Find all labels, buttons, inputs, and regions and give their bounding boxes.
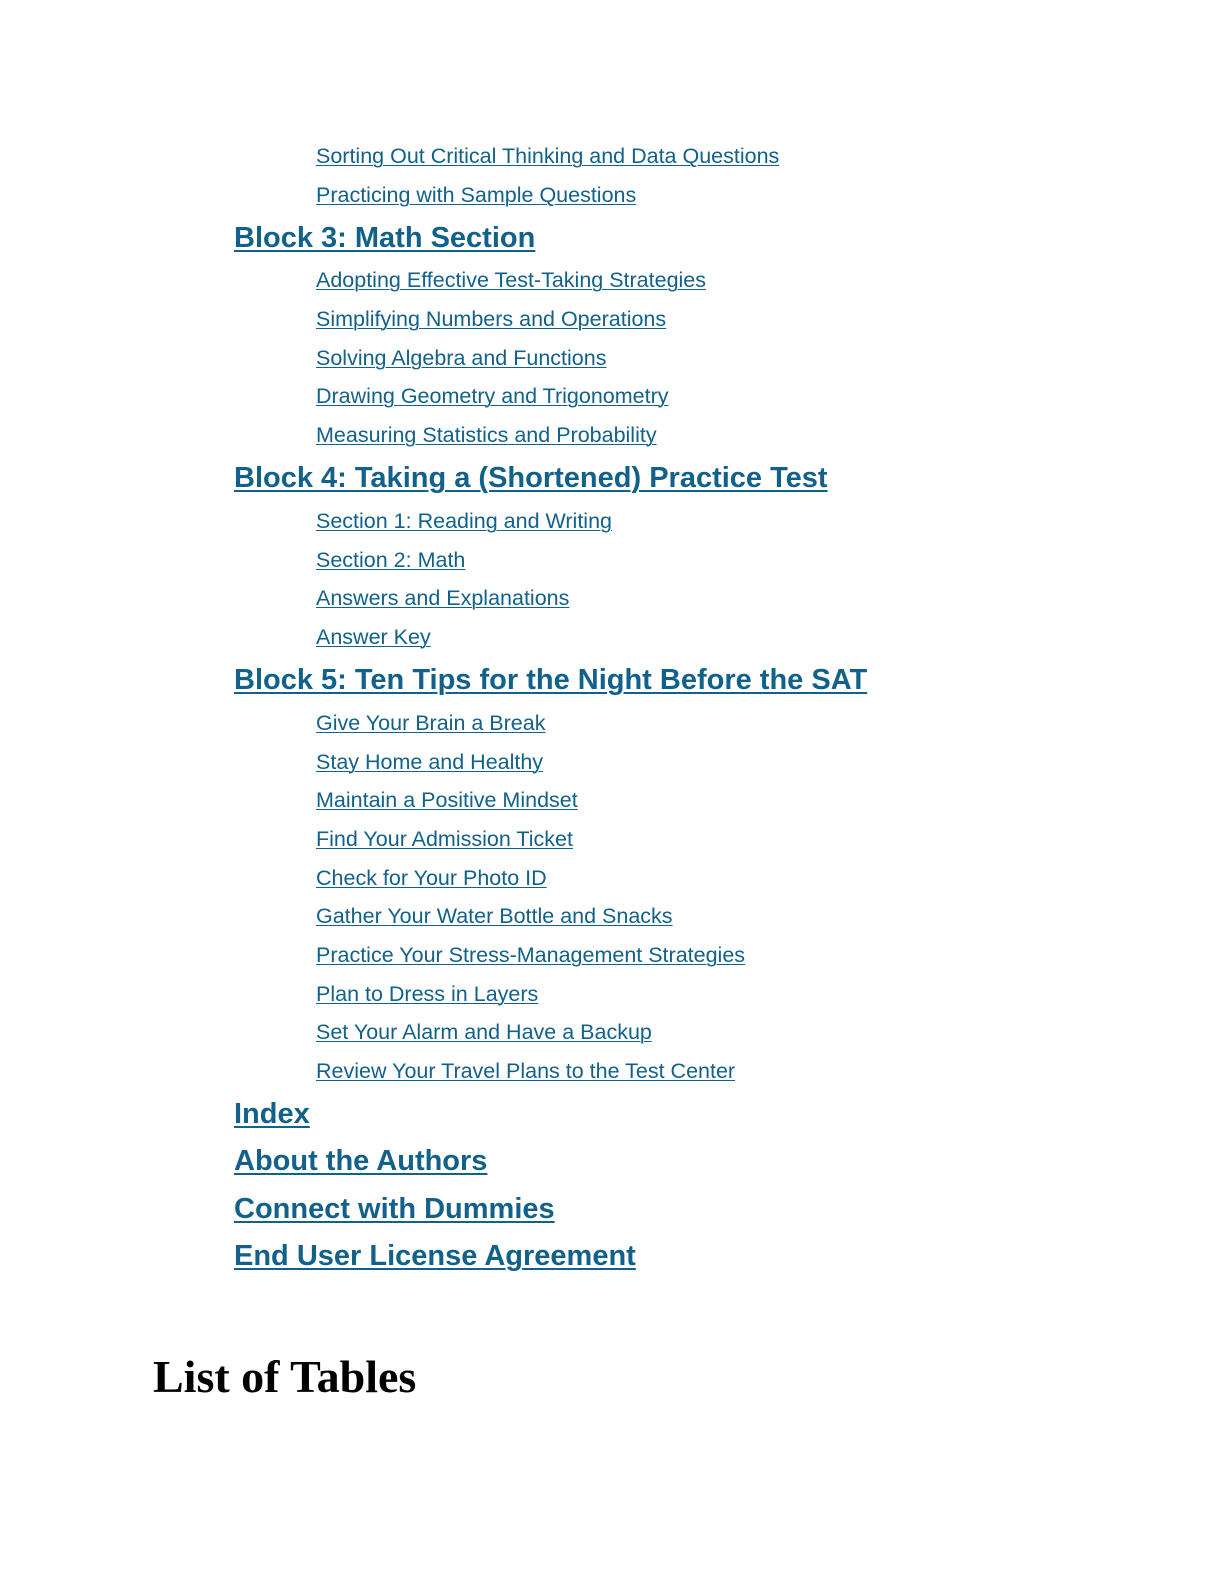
toc-link-critical-thinking-data-questions[interactable]: Sorting Out Critical Thinking and Data Questions [316, 144, 780, 168]
toc-link-answer-key[interactable]: Answer Key [316, 625, 431, 649]
toc-link-travel-plans[interactable]: Review Your Travel Plans to the Test Center [316, 1059, 736, 1083]
toc-link-index[interactable]: Index [234, 1098, 310, 1130]
toc-link-alarm-backup[interactable]: Set Your Alarm and Have a Backup [316, 1020, 652, 1044]
list-of-tables-heading: List of Tables [153, 1350, 417, 1402]
toc-link-section-2-math[interactable]: Section 2: Math [316, 548, 466, 572]
toc-link-test-taking-strategies[interactable]: Adopting Effective Test-Taking Strategies [316, 268, 707, 292]
toc-link-numbers-operations[interactable]: Simplifying Numbers and Operations [316, 307, 667, 331]
toc-link-admission-ticket[interactable]: Find Your Admission Ticket [316, 827, 573, 851]
toc-link-block-4-practice-test[interactable]: Block 4: Taking a (Shortened) Practice Test [234, 462, 828, 494]
toc-link-stress-management[interactable]: Practice Your Stress-Management Strategies [316, 943, 746, 967]
toc-link-eula[interactable]: End User License Agreement [234, 1240, 636, 1272]
toc-link-dress-in-layers[interactable]: Plan to Dress in Layers [316, 982, 539, 1006]
toc-link-give-brain-break[interactable]: Give Your Brain a Break [316, 711, 546, 735]
toc-link-algebra-functions[interactable]: Solving Algebra and Functions [316, 346, 607, 370]
toc-link-block-5-ten-tips[interactable]: Block 5: Ten Tips for the Night Before the SAT [234, 664, 868, 696]
toc-link-connect-dummies[interactable]: Connect with Dummies [234, 1193, 555, 1225]
toc-link-practicing-sample-questions[interactable]: Practicing with Sample Questions [316, 183, 637, 207]
toc-link-block-3-math-section[interactable]: Block 3: Math Section [234, 222, 536, 254]
toc-link-positive-mindset[interactable]: Maintain a Positive Mindset [316, 788, 578, 812]
toc-link-stay-home-healthy[interactable]: Stay Home and Healthy [316, 750, 544, 774]
toc-link-geometry-trigonometry[interactable]: Drawing Geometry and Trigonometry [316, 384, 669, 408]
toc-link-section-1-reading-writing[interactable]: Section 1: Reading and Writing [316, 509, 613, 533]
toc-link-about-authors[interactable]: About the Authors [234, 1145, 488, 1177]
toc-link-statistics-probability[interactable]: Measuring Statistics and Probability [316, 423, 657, 447]
toc-link-answers-explanations[interactable]: Answers and Explanations [316, 586, 570, 610]
toc-link-photo-id[interactable]: Check for Your Photo ID [316, 866, 547, 890]
toc-link-water-bottle-snacks[interactable]: Gather Your Water Bottle and Snacks [316, 904, 673, 928]
